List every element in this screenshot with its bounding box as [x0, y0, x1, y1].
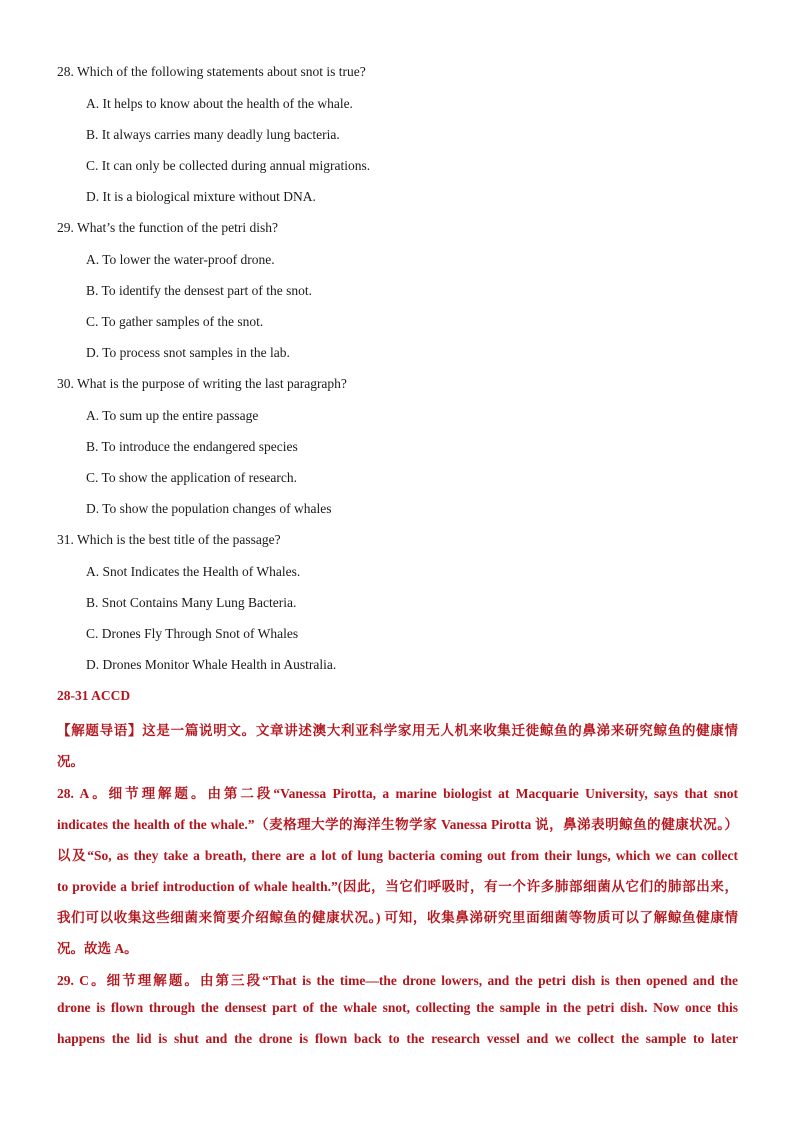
answer-key: 28-31 ACCD	[57, 688, 131, 703]
question-29-option-b: B. To identify the densest part of the snot.	[86, 283, 313, 298]
question-31-stem: 31. Which is the best title of the passage?	[57, 532, 281, 547]
question-30-option-c: C. To show the application of research.	[86, 470, 297, 485]
question-30-option-d: D. To show the population changes of whales	[86, 501, 332, 516]
answer-28-line: 况。故选 A。	[57, 941, 138, 956]
question-29-option-c: C. To gather samples of the snot.	[86, 314, 264, 329]
question-30-option-a: A. To sum up the entire passage	[86, 408, 259, 423]
question-31-option-d: D. Drones Monitor Whale Health in Australia.	[86, 657, 337, 672]
question-29-stem: 29. What’s the function of the petri dish?	[57, 220, 278, 235]
answer-29-line: 29. C。细节理解题。由第三段“That is the time—the drone lowers, and the petri dish is then opened and the	[57, 973, 738, 988]
question-30-stem: 30. What is the purpose of writing the last paragraph?	[57, 376, 347, 391]
answer-29-line: happens the lid is shut and the drone is flown back to the research vessel and we collect the sample to later	[57, 1031, 738, 1046]
question-29-option-a: A. To lower the water-proof drone.	[86, 252, 275, 267]
question-28-option-b: B. It always carries many deadly lung bacteria.	[86, 127, 340, 142]
answer-28-line: 以及“So, as they take a breath, there are a lot of lung bacteria coming out from their lungs, which we can collect	[57, 848, 738, 863]
question-30-option-b: B. To introduce the endangered species	[86, 439, 298, 454]
answer-intro-line: 【解题导语】这是一篇说明文。文章讲述澳大利亚科学家用无人机来收集迁徙鲸鱼的鼻涕来研究鲸鱼的健康情	[57, 723, 738, 738]
answer-28-line: 我们可以收集这些细菌来简要介绍鲸鱼的健康状况。) 可知，收集鼻涕研究里面细菌等物质可以了解鲸鱼健康情	[57, 910, 738, 925]
question-28-stem: 28. Which of the following statements about snot is true?	[57, 64, 366, 79]
question-31-option-b: B. Snot Contains Many Lung Bacteria.	[86, 595, 297, 610]
question-29-option-d: D. To process snot samples in the lab.	[86, 345, 290, 360]
question-31-option-a: A. Snot Indicates the Health of Whales.	[86, 564, 301, 579]
question-28-option-d: D. It is a biological mixture without DNA.	[86, 189, 316, 204]
answer-28-line: to provide a brief introduction of whale health.”(因此，当它们呼吸时，有一个许多肺部细菌从它们的肺部出来，	[57, 879, 738, 894]
question-31-option-c: C. Drones Fly Through Snot of Whales	[86, 626, 299, 641]
answer-28-line: 28. A。细节理解题。由第二段“Vanessa Pirotta, a marine biologist at Macquarie University, says that snot	[57, 786, 738, 801]
answer-28-line: indicates the health of the whale.”（麦格理大学的海洋生物学家 Vanessa Pirotta 说，鼻涕表明鲸鱼的健康状况。）	[57, 817, 738, 832]
question-28-option-c: C. It can only be collected during annual migrations.	[86, 158, 371, 173]
answer-29-line: drone is flown through the densest part of the whale snot, collecting the sample in the petri dish. Now once this	[57, 1000, 738, 1015]
question-28-option-a: A. It helps to know about the health of the whale.	[86, 96, 353, 111]
answer-intro-line: 况。	[57, 754, 84, 769]
